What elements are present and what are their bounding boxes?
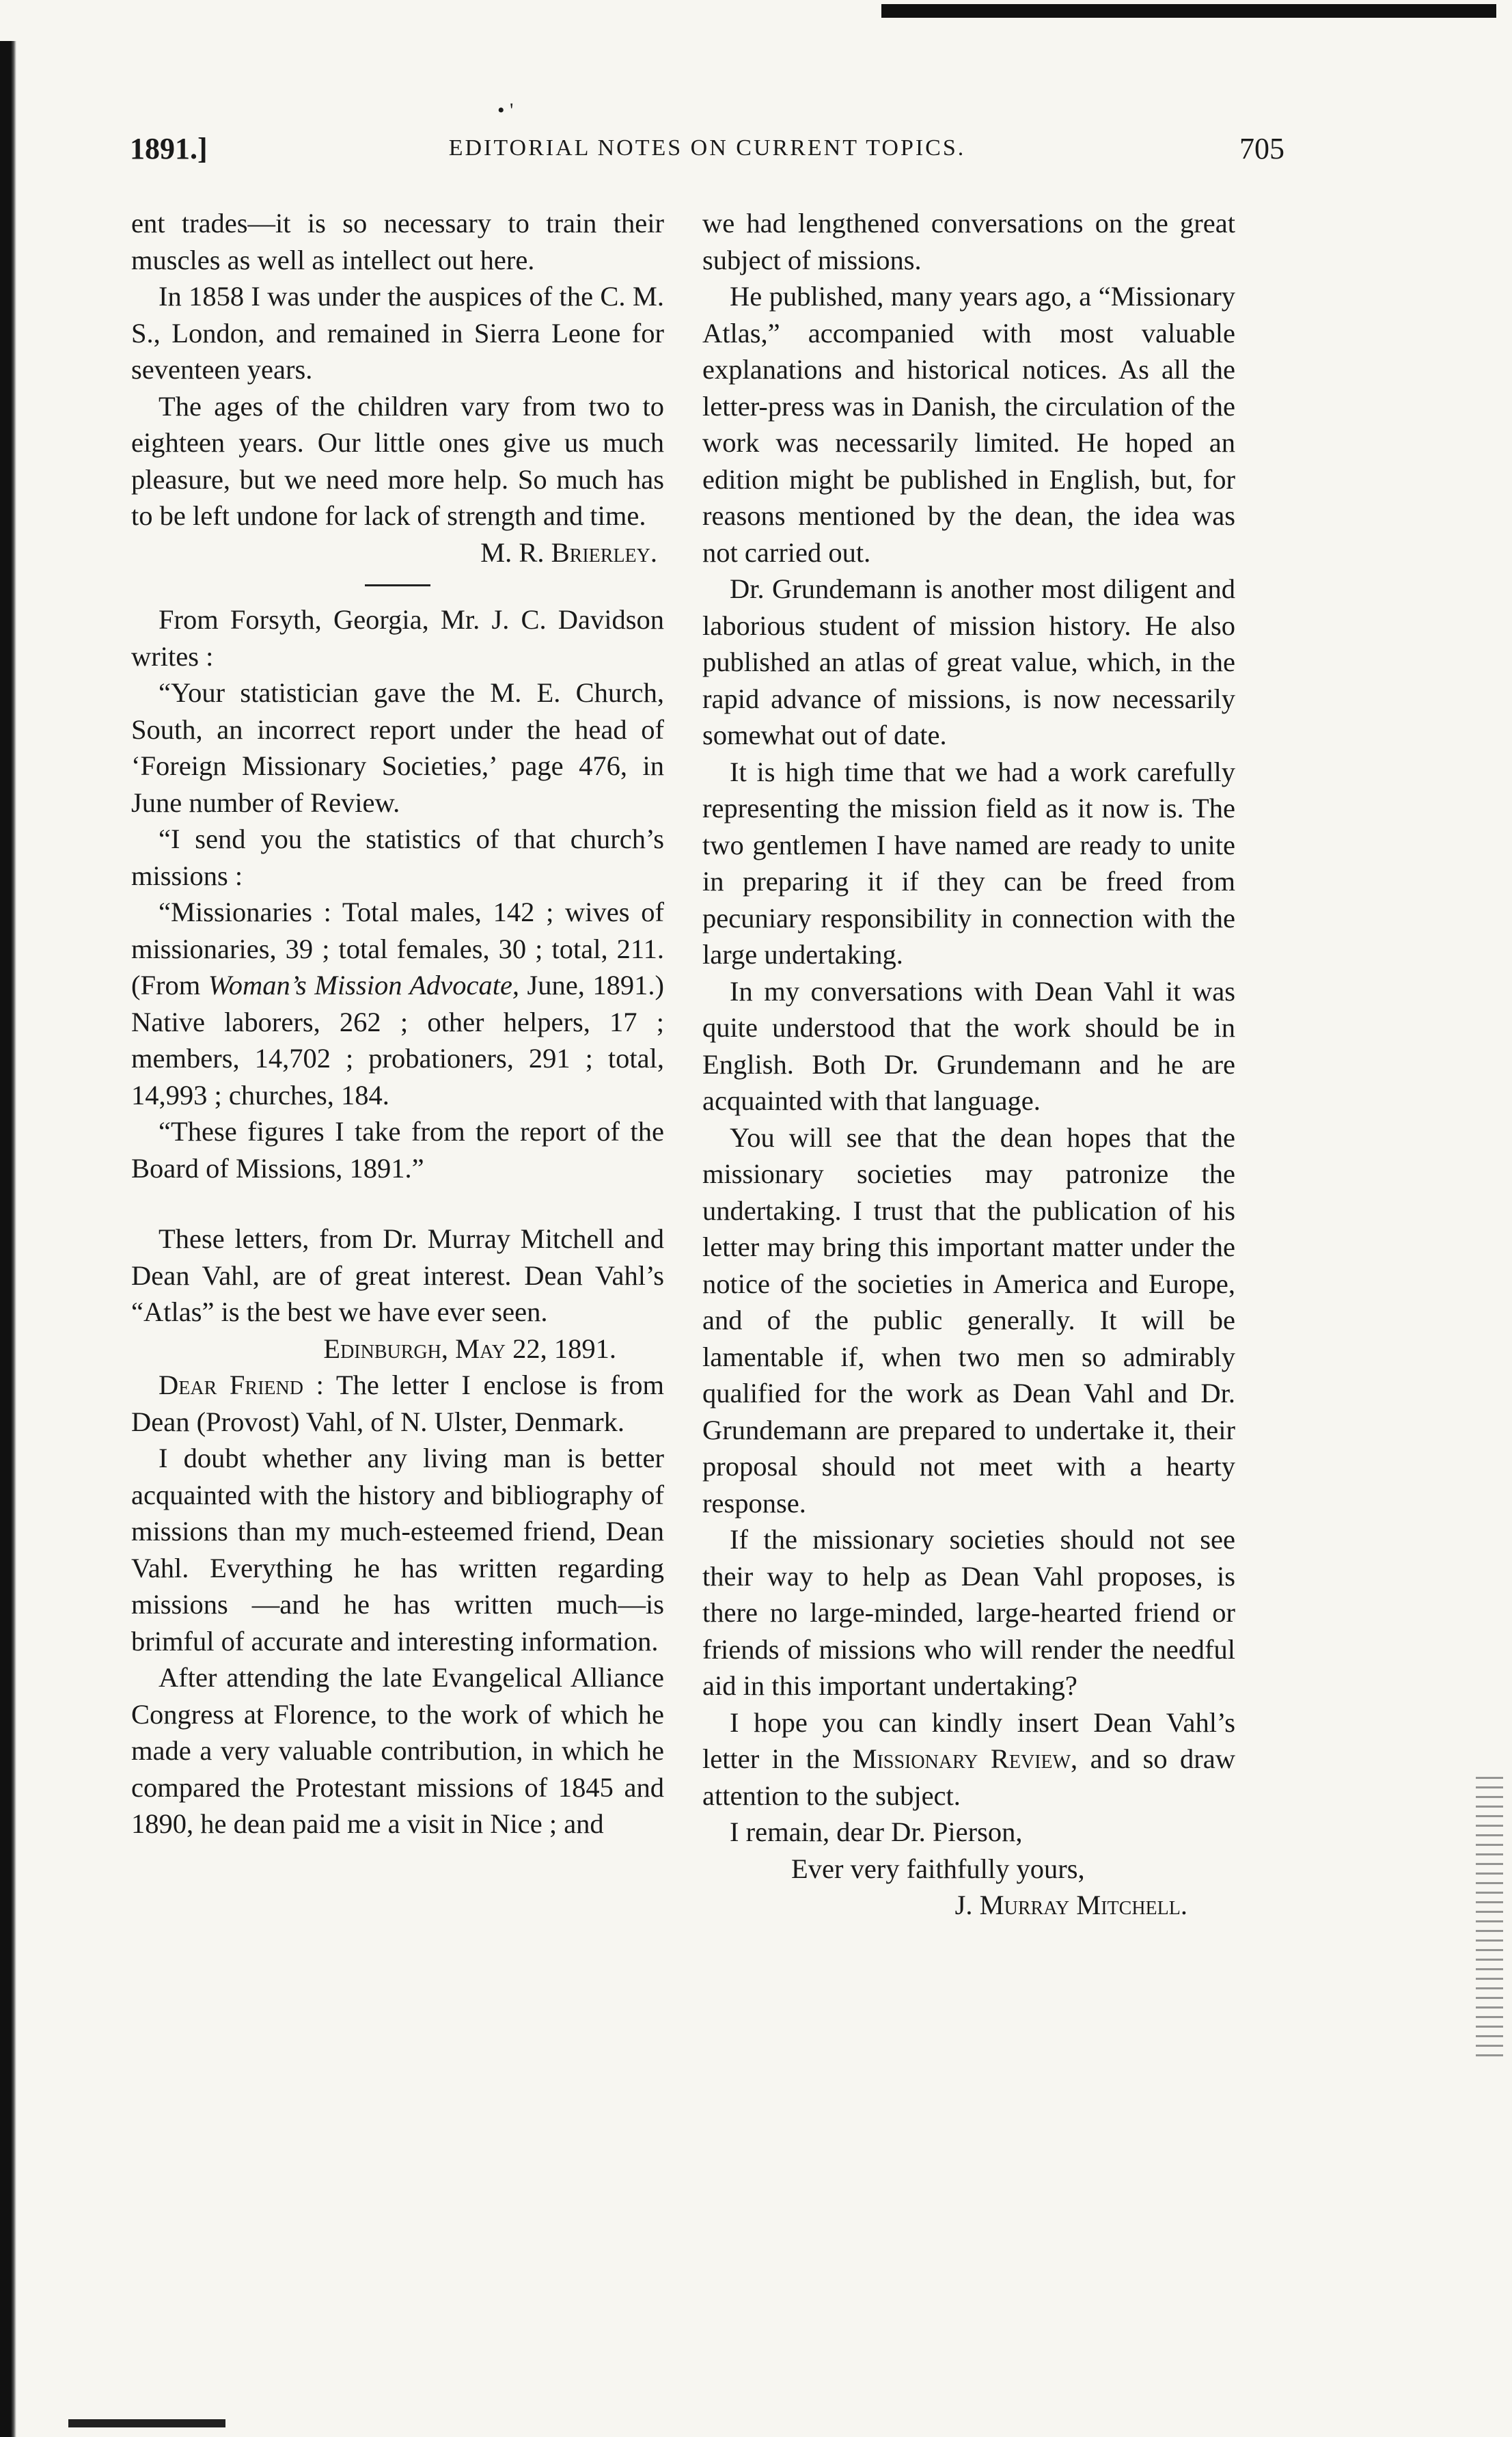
running-head-year: 1891.] xyxy=(130,132,208,165)
paragraph: From Forsyth, Georgia, Mr. J. C. Davidson writes : xyxy=(131,604,664,672)
statistics-text: June, 1891.) Native laborers, 262 ; other helpers, 17 ; members, 14,702 ; probationers, 291 ; total, 14,993 ; churches, 184. xyxy=(131,970,664,1111)
opening-text: The letter I enclose is from Dean (Provost) Vahl, of N. Ulster, Denmark. xyxy=(131,1370,664,1437)
paragraph: These letters, from Dr. Murray Mitchell and Dean Vahl, are of great interest. Dean Vahl’s “Atlas” is the best we have ever seen. xyxy=(131,1223,664,1327)
right-column xyxy=(702,205,1235,1924)
paragraph: Dr. Grundemann is another most diligent and laborious student of mission history. He also published an atlas of great value, which, in the rapid advance of missions, is now necessarily somewhat out of date. xyxy=(702,573,1235,750)
paragraph: In my conversations with Dean Vahl it was quite understood that the work should be in English. Both Dr. Grundemann and he are acquainted with that language. xyxy=(702,975,1235,1116)
paragraph: we had lengthened conversations on the great subject of missions. xyxy=(702,208,1235,275)
scan-right-speckle xyxy=(1476,1777,1503,2064)
signature-brierley: M. R. Brierley. xyxy=(480,536,657,568)
paragraph: “I send you the statistics of that church’s missions : xyxy=(131,823,664,891)
journal-name: Missionary Review, xyxy=(852,1743,1078,1774)
paragraph: “These figures I take from the report of the Board of Missions, 1891.” xyxy=(131,1116,664,1184)
scan-left-edge xyxy=(0,41,16,2437)
paragraph: “Your statistician gave the M. E. Church, South, an incorrect report under the head of ‘Foreign Missionary Societies,’ page 476, in June number of Review. xyxy=(131,677,664,818)
paragraph: The ages of the children vary from two to eighteen years. Our little ones give us much pleasure, but we need more help. So much has to be left undone for lack of strength and time. xyxy=(131,390,664,531)
paragraph: It is high time that we had a work carefully representing the mission field as it now is. The two gentlemen I have named are ready to unite in preparing it if they can be freed from pecuniary responsibility in connection with the large undertaking. xyxy=(702,756,1235,970)
section-divider xyxy=(365,584,430,586)
letter-dateline: Edinburgh, May 22, 1891. xyxy=(323,1333,616,1364)
statistics-text: “Missionaries : Total males, 142 ; wives of missionaries, 39 ; total females, 30 ; total, 211. (From xyxy=(131,897,664,1000)
paragraph: If the missionary societies should not see their way to help as Dean Vahl proposes, is there no large-minded, large-hearted friend or friends of missions who will render the needful aid in this important undertaking? xyxy=(702,1524,1235,1701)
salutation: Dear Friend : xyxy=(159,1370,324,1400)
paragraph: ent trades—it is so necessary to train their muscles as well as intellect out here. xyxy=(131,208,664,275)
spacer xyxy=(131,1186,664,1221)
paragraph xyxy=(702,1704,1235,1814)
scan-top-bar xyxy=(881,4,1496,18)
paragraph-text: I hope you can kindly insert Dean Vahl’s letter in the xyxy=(702,1706,1235,1774)
paragraph: I doubt whether any living man is better acquainted with the history and bibliography of missions than my much-esteemed friend, Dean Vahl. Everything he has written regarding missions —and he has written much—is brimful of accurate and interesting information. xyxy=(131,1443,664,1657)
top-mark: • ' xyxy=(497,99,514,122)
running-head xyxy=(130,131,1284,179)
publication-title: Woman’s Mission Advocate, xyxy=(208,970,520,1000)
paragraph: He published, many years ago, a “Missionary Atlas,” accompanied with most valuable explanations and historical notices. As all the letter-press was in Danish, the circulation of the work was necessarily limited. He hoped an edition might be published in English, but, for reasons mentioned by the dean, the idea was not carried out. xyxy=(702,281,1235,568)
statistics-paragraph xyxy=(131,894,664,1113)
signature-mitchell: J. Murray Mitchell. xyxy=(954,1890,1187,1920)
scan-bottom-mark xyxy=(68,2419,225,2427)
paragraph: In 1858 I was under the auspices of the C. M. S., London, and remained in Sierra Leone for seventeen years. xyxy=(131,281,664,385)
paragraph: You will see that the dean hopes that the missionary societies may patronize the undertaking. I trust that the publication of his letter may bring this important matter under the notice of the societies in America and Europe, and of the public generally. It will be lamentable if, when two men so admirably qualified for the work as Dean Vahl and Dr. Grundemann are prepared to undertake it, their proposal should not meet with a hearty response. xyxy=(702,1121,1235,1519)
letter-opening xyxy=(131,1367,664,1440)
running-head-title: EDITORIAL NOTES ON CURRENT TOPICS. xyxy=(448,135,966,161)
paragraph: After attending the late Evangelical Alliance Congress at Florence, to the work of which he made a very valuable contribution, in which he compared the Protestant missions of 1845 and 1890, he dean paid me a visit in Nice ; and xyxy=(131,1662,664,1839)
closing-line: Ever very faithfully yours, xyxy=(791,1853,1085,1884)
paragraph-text: and so draw attention to the subject. xyxy=(702,1743,1235,1811)
closing-line: I remain, dear Dr. Pierson, xyxy=(730,1816,1023,1847)
page-number: 705 xyxy=(1239,132,1284,165)
left-column xyxy=(131,205,664,1842)
